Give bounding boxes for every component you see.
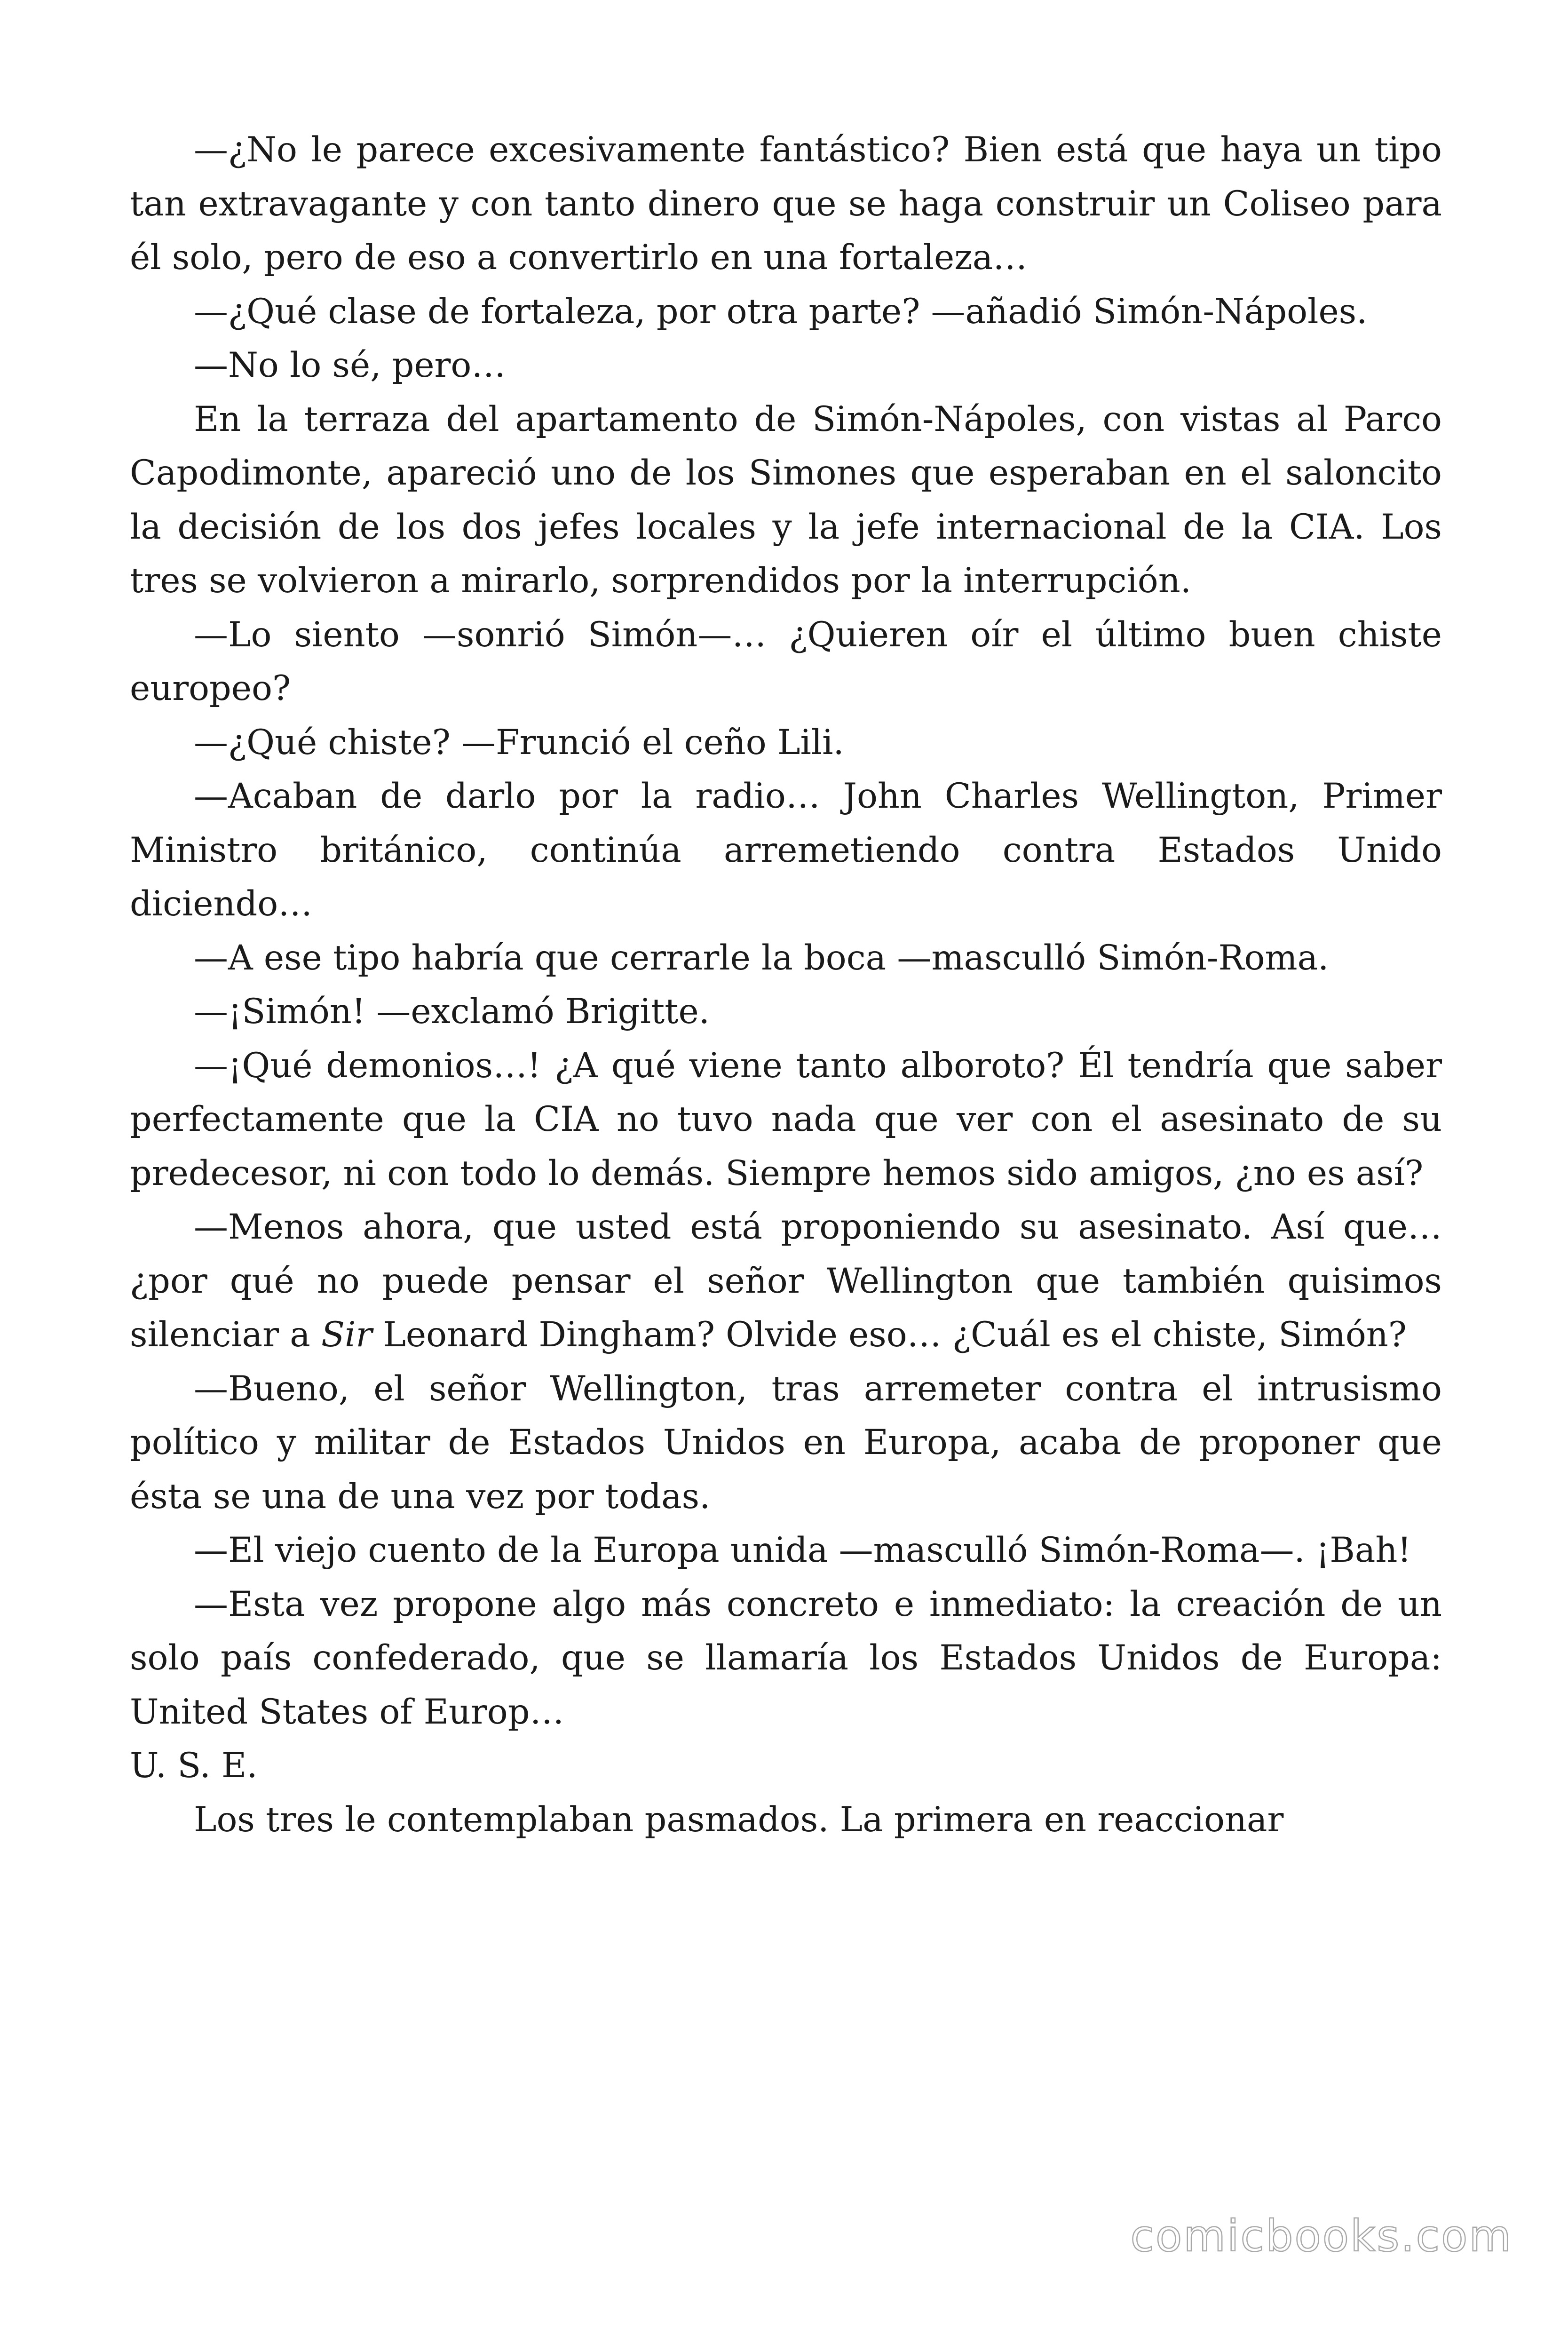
paragraph-9: —¡Simón! —exclamó Brigitte. (194, 992, 710, 1032)
paragraph-11-part-1: —Menos ahora, que usted está proponiendo su asesinato. Así que… ¿por qué no puede pensar el señor Wellington que también quisimos silenciar a (130, 1207, 1442, 1355)
paragraph-8: —A ese tipo habría que cerrarle la boca —masculló Simón-Roma. (194, 938, 1329, 978)
watermark: comicbooks.com (1130, 2211, 1513, 2261)
paragraph-4: En la terraza del apartamento de Simón-Nápoles, con vistas al Parco Capodimonte, apareció uno de los Simones que esperaban en el saloncito la decisión de los dos jefes locales y la jefe internacional de la CIA. Los tres se volvieron a mirarlo, sorprendidos por la interrupción. (130, 399, 1442, 601)
paragraph-12: —Bueno, el señor Wellington, tras arremeter contra el intrusismo político y militar de Estados Unidos en Europa, acaba de proponer que ésta se una de una vez por todas. (130, 1368, 1442, 1517)
paragraph-13: —El viejo cuento de la Europa unida —masculló Simón-Roma—. ¡Bah! (194, 1530, 1411, 1570)
paragraph-11-part-2: Leonard Dingham? Olvide eso… ¿Cuál es el chiste, Simón? (372, 1315, 1407, 1355)
paragraph-11 (130, 1200, 1442, 1362)
paragraph-16: Los tres le contemplaban pasmados. La primera en reaccionar (194, 1799, 1284, 1840)
paragraph-2: —¿Qué clase de fortaleza, por otra parte? —añadió Simón-Nápoles. (194, 291, 1368, 332)
paragraph-5: —Lo siento —sonrió Simón—… ¿Quieren oír el último buen chiste europeo? (130, 614, 1442, 708)
paragraph-11-italic: Sir (321, 1315, 372, 1355)
paragraph-14: —Esta vez propone algo más concreto e inmediato: la creación de un solo país confederado, que se llamaría los Estados Unidos de Europa: United States of Europ… (130, 1584, 1442, 1732)
paragraph-10: —¡Qué demonios…! ¿A qué viene tanto alboroto? Él tendría que saber perfectamente que la CIA no tuvo nada que ver con el asesinato de su predecesor, ni con todo lo demás. Siempre hemos sido amigos, ¿no es así? (130, 1045, 1442, 1193)
paragraph-7: —Acaban de darlo por la radio… John Charles Wellington, Primer Ministro británico, continúa arremetiendo contra Estados Unido diciendo… (130, 776, 1442, 924)
page-body (130, 123, 1442, 1847)
paragraph-15: U. S. E. (130, 1746, 258, 1786)
paragraph-6: —¿Qué chiste? —Frunció el ceño Lili. (194, 722, 844, 763)
paragraph-1: —¿No le parece excesivamente fantástico? Bien está que haya un tipo tan extravagante y con tanto dinero que se haga construir un Coliseo para él solo, pero de eso a convertirlo en una fortaleza… (130, 130, 1442, 278)
paragraph-3: —No lo sé, pero… (194, 345, 506, 385)
